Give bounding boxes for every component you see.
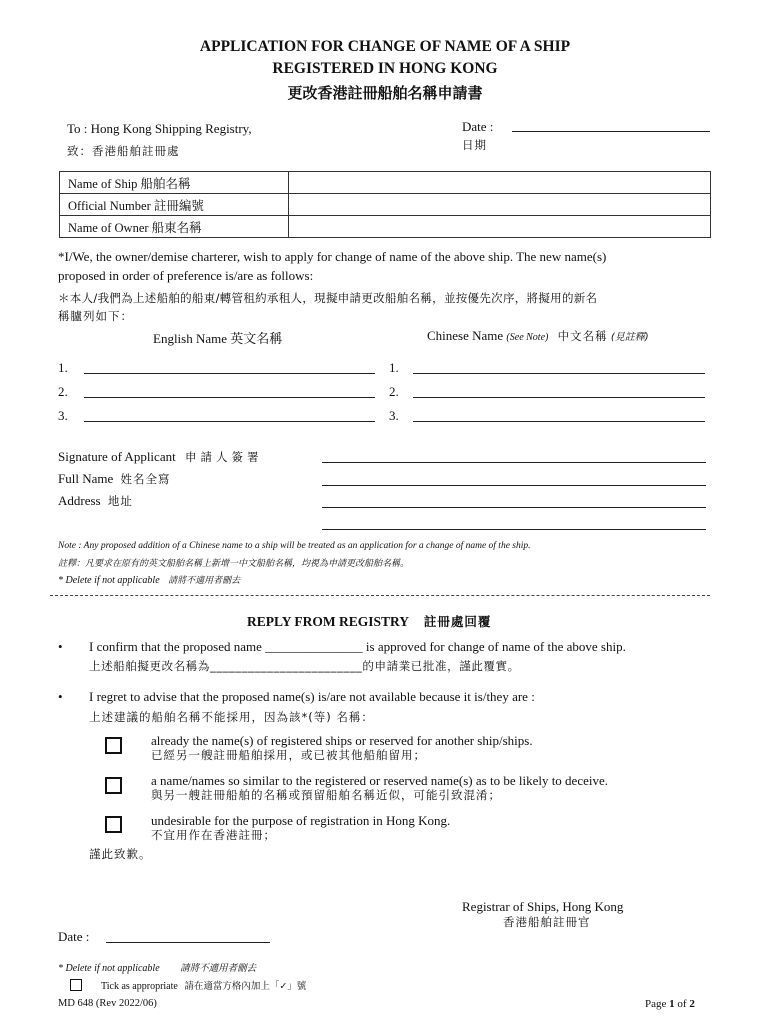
addressee-cn: 致：香港船舶註冊處	[67, 144, 180, 158]
approval-statement-cn: 上述船舶擬更改名稱為________________________的申請業已批准，謹此覆實。	[89, 659, 520, 673]
page-label: Page	[645, 998, 667, 1010]
address-label-cn: 地址	[107, 494, 133, 508]
footer-delete-note-en: * Delete if not applicable	[58, 963, 160, 974]
signature-label-cn: 申請人簽署	[184, 450, 263, 464]
note-en: Note : Any proposed addition of a Chinese name to a ship will be treated as an application for a change of name of the ship.	[58, 541, 531, 551]
fullname-label	[58, 471, 171, 487]
english-name-field-3[interactable]	[84, 421, 375, 422]
delete-note	[58, 573, 240, 586]
tick-legend-cn: 請在適當方格內加上「✓」號	[184, 981, 307, 992]
date-label: Date :	[462, 119, 494, 134]
fullname-field[interactable]	[322, 485, 706, 486]
page-number: 1	[669, 998, 675, 1010]
reason-1-en: already the name(s) of registered ships or reserved for another ship/ships.	[151, 733, 533, 748]
rejection-statement-en: I regret to advise that the proposed name(s) is/are not available because it is/they are :	[89, 689, 535, 704]
approval-statement-en: I confirm that the proposed name _______________ is approved for change of name of the above ship.	[89, 639, 626, 654]
declaration-cn-line1: ＊本人/我們為上述船舶的船東/轉管租約承租人，現擬申請更改船舶名稱，並按優先次序，將擬用的新名	[58, 291, 598, 305]
bullet-icon: •	[58, 689, 63, 704]
english-name-number-3: 3.	[58, 408, 68, 423]
declaration-en-line1: *I/We, the owner/demise charterer, wish to apply for change of name of the above ship. The new name(s)	[58, 249, 607, 264]
address-field-line1[interactable]	[322, 507, 706, 508]
chinese-name-field-2[interactable]	[413, 397, 705, 398]
fullname-label-en: Full Name	[58, 471, 114, 486]
delete-note-en: * Delete if not applicable	[58, 575, 160, 586]
reason-1-cn: 已經另一艘註冊船舶採用，或已被其他船舶留用；	[151, 748, 426, 762]
date-field[interactable]	[512, 131, 710, 132]
signature-label	[58, 449, 262, 465]
address-label-en: Address	[58, 493, 101, 508]
apology-cn: 謹此致歉。	[89, 847, 152, 861]
chinese-name-header-en: Chinese Name	[427, 328, 504, 343]
note-cn: 註釋：凡要求在原有的英文船舶名稱上新增一中文船舶名稱，均視為申請更改船舶名稱。	[58, 559, 410, 569]
bullet-icon: •	[58, 639, 63, 654]
registrar-title-cn: 香港船舶註冊官	[503, 915, 591, 929]
ship-details-table	[59, 171, 711, 238]
chinese-name-number-2: 2.	[389, 384, 399, 399]
page-of: of	[677, 998, 687, 1010]
english-name-field-2[interactable]	[84, 397, 375, 398]
declaration-cn-line2: 稱臚列如下：	[58, 309, 133, 323]
table-row	[60, 194, 711, 216]
tick-legend-en: Tick as appropriate	[101, 981, 178, 992]
footer-delete-note	[58, 960, 256, 974]
section-divider	[50, 595, 710, 596]
reply-title	[247, 612, 491, 630]
chinese-name-header	[427, 328, 649, 344]
reason-2-cn: 與另一艘註冊船舶的名稱或預留船舶名稱近似，可能引致混淆；	[151, 788, 501, 802]
reason-checkbox-3[interactable]	[105, 816, 122, 833]
tick-legend	[101, 978, 306, 992]
address-label	[58, 493, 133, 509]
signature-field[interactable]	[322, 462, 706, 463]
address-field-line2[interactable]	[322, 529, 706, 530]
fullname-label-cn: 姓名全寫	[120, 472, 171, 486]
reply-date-label: Date :	[58, 929, 90, 944]
registrar-title-en: Registrar of Ships, Hong Kong	[462, 899, 624, 914]
english-name-number-2: 2.	[58, 384, 68, 399]
addressee-en: To : Hong Kong Shipping Registry,	[67, 121, 252, 136]
form-title-line1: APPLICATION FOR CHANGE OF NAME OF A SHIP	[199, 38, 571, 55]
footer-delete-note-cn: 請將不適用者刪去	[180, 963, 257, 974]
chinese-name-field-3[interactable]	[413, 421, 705, 422]
reason-3-en: undesirable for the purpose of registration in Hong Kong.	[151, 813, 451, 828]
page-indicator	[645, 998, 695, 1010]
official-number-label: Official Number 註冊編號	[60, 194, 289, 216]
reason-checkbox-1[interactable]	[105, 737, 122, 754]
english-name-number-1: 1.	[58, 360, 68, 375]
tick-box-legend	[70, 979, 82, 991]
ship-name-field[interactable]	[289, 172, 711, 194]
reply-title-cn: 註冊處回覆	[423, 614, 492, 629]
official-number-field[interactable]	[289, 194, 711, 216]
english-name-header: English Name 英文名稱	[153, 331, 283, 346]
english-name-field-1[interactable]	[84, 373, 375, 374]
chinese-name-number-1: 1.	[389, 360, 399, 375]
form-title-line2: REGISTERED IN HONG KONG	[272, 60, 498, 77]
date-label-cn: 日期	[462, 138, 487, 152]
owner-name-field[interactable]	[289, 216, 711, 238]
declaration-en-line2: proposed in order of preference is/are as follows:	[58, 268, 314, 283]
chinese-name-number-3: 3.	[389, 408, 399, 423]
ship-name-label: Name of Ship 船舶名稱	[60, 172, 289, 194]
page-total: 2	[689, 998, 695, 1010]
reply-date-field[interactable]	[106, 942, 270, 943]
form-title-chinese: 更改香港註冊船舶名稱申請書	[287, 84, 483, 102]
reason-2-en: a name/names so similar to the registered or reserved name(s) as to be likely to deceive.	[151, 773, 608, 788]
signature-label-en: Signature of Applicant	[58, 449, 176, 464]
chinese-name-field-1[interactable]	[413, 373, 705, 374]
reply-title-en: REPLY FROM REGISTRY	[247, 614, 409, 629]
delete-note-cn: 請將不適用者刪去	[168, 576, 241, 586]
see-note-cn: (見註釋)	[610, 332, 649, 343]
reason-3-cn: 不宜用作在香港註冊；	[151, 828, 276, 842]
reason-checkbox-2[interactable]	[105, 777, 122, 794]
chinese-name-header-cn: 中文名稱	[557, 329, 608, 343]
see-note: (See Note)	[506, 332, 549, 343]
form-number: MD 648 (Rev 2022/06)	[58, 998, 157, 1009]
owner-name-label: Name of Owner 船東名稱	[60, 216, 289, 238]
table-row	[60, 172, 711, 194]
table-row	[60, 216, 711, 238]
rejection-statement-cn: 上述建議的船舶名稱不能採用，因為該*(等) 名稱：	[89, 710, 374, 724]
